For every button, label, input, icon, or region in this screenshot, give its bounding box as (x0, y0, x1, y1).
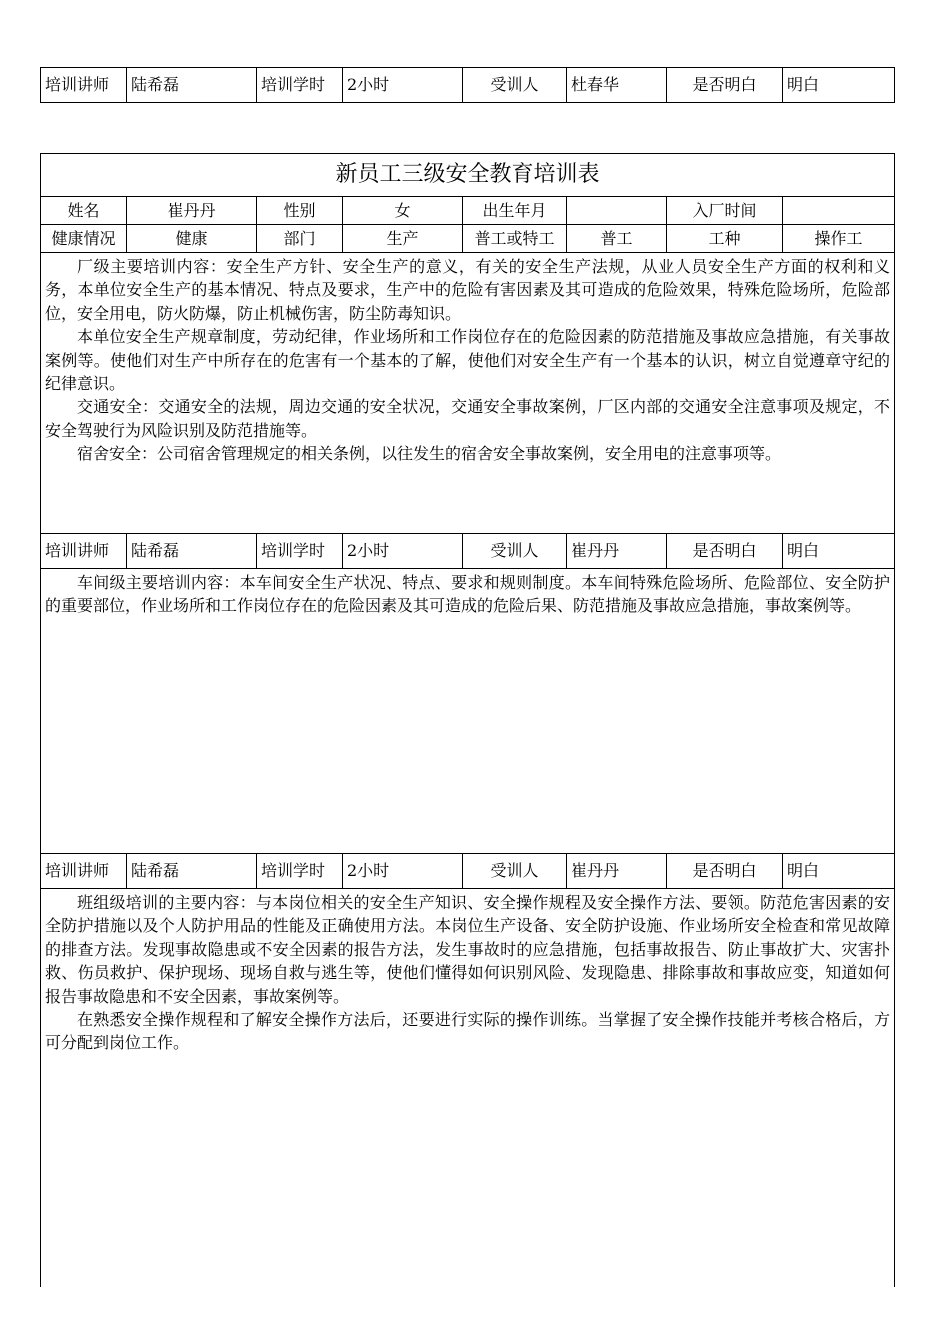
factory-paragraph: 宿舍安全：公司宿舍管理规定的相关条例，以往发生的宿舍安全事故案例，安全用电的注意事项等。 (77, 444, 782, 464)
job-label: 工种 (667, 225, 783, 253)
birth-value (567, 197, 667, 225)
trainer-value: 陆希磊 (127, 68, 257, 103)
name-value: 崔丹丹 (127, 197, 257, 225)
team-paragraph: 班组级培训的主要内容：与本岗位相关的安全生产知识、安全操作规程及安全操作方法、要领。防范危害因素的安全防护措施以及个人防护用品的性能及正确使用方法。本岗位生产设备、安全防护设施、作业场所安全检查和常见故障的排查方法。发现事故隐患或不安全因素的报告方法，发生事故时的应急措施，包括事故报告、防止事故扩大、灾害扑救、伤员救护、保护现场、现场自救与逃生等，使他们懂得如何识别风险、发现隐患、排除事故和事故应变，知道如何报告事故隐患和不安全因素，事故案例等。 (45, 893, 891, 1006)
dept-label: 部门 (257, 225, 343, 253)
gender-label: 性别 (257, 197, 343, 225)
birth-label: 出生年月 (463, 197, 567, 225)
factory-paragraph: 厂级主要培训内容：安全生产方针、安全生产的意义，有关的安全生产法规，从业人员安全生产方面的权利和义务，本单位安全生产的基本情况、特点及要求，生产中的危险有害因素及其可造成的危险效果，特殊危险场所，危险部位，安全用电，防火防爆，防止机械伤害，防尘防毒知识。 (45, 257, 891, 323)
team-level-content (41, 889, 895, 1288)
understood-label: 是否明白 (667, 854, 783, 889)
hours-label: 培训学时 (257, 534, 343, 569)
trainer-value: 陆希磊 (127, 854, 257, 889)
worker-type-value: 普工 (567, 225, 667, 253)
form-title: 新员工三级安全教育培训表 (41, 154, 895, 197)
trainee-label: 受训人 (463, 68, 567, 103)
health-label: 健康情况 (41, 225, 127, 253)
trainer-label: 培训讲师 (41, 854, 127, 889)
trainer-label: 培训讲师 (41, 534, 127, 569)
workshop-paragraph: 车间级主要培训内容：本车间安全生产状况、特点、要求和规则制度。本车间特殊危险场所、危险部位、安全防护的重要部位，作业场所和工作岗位存在的危险因素及其可造成的危险后果、防范措施及事故应急措施，事故案例等。 (45, 573, 891, 616)
hours-label: 培训学时 (257, 68, 343, 103)
understood-label: 是否明白 (667, 534, 783, 569)
previous-sign-table (40, 67, 895, 103)
factory-paragraph: 交通安全：交通安全的法规，周边交通的安全状况，交通安全事故案例，厂区内部的交通安全注意事项及规定，不安全驾驶行为风险识别及防范措施等。 (45, 397, 891, 440)
trainee-label: 受训人 (463, 534, 567, 569)
trainer-label: 培训讲师 (41, 68, 127, 103)
understood-label: 是否明白 (667, 68, 783, 103)
entry-label: 入厂时间 (667, 197, 783, 225)
gender-value: 女 (343, 197, 463, 225)
trainer-value: 陆希磊 (127, 534, 257, 569)
safety-training-form (40, 153, 895, 1287)
hours-label: 培训学时 (257, 854, 343, 889)
hours-value: 2小时 (343, 854, 463, 889)
trainee-value: 杜春华 (567, 68, 667, 103)
health-value: 健康 (127, 225, 257, 253)
factory-level-content (41, 253, 895, 534)
understood-value: 明白 (783, 68, 895, 103)
worker-type-label: 普工或特工 (463, 225, 567, 253)
trainee-label: 受训人 (463, 854, 567, 889)
trainee-value: 崔丹丹 (567, 534, 667, 569)
name-label: 姓名 (41, 197, 127, 225)
understood-value: 明白 (783, 534, 895, 569)
workshop-level-content (41, 569, 895, 854)
team-paragraph: 在熟悉安全操作规程和了解安全操作方法后，还要进行实际的操作训练。当掌握了安全操作技能并考核合格后，方可分配到岗位工作。 (45, 1010, 891, 1053)
understood-value: 明白 (783, 854, 895, 889)
trainee-value: 崔丹丹 (567, 854, 667, 889)
entry-value (783, 197, 895, 225)
hours-value: 2小时 (343, 534, 463, 569)
hours-value: 2小时 (343, 68, 463, 103)
factory-paragraph: 本单位安全生产规章制度，劳动纪律，作业场所和工作岗位存在的危险因素的防范措施及事故应急措施，有关事故案例等。使他们对生产中所存在的危害有一个基本的了解，使他们对安全生产有一个基本的认识，树立自觉遵章守纪的纪律意识。 (45, 327, 891, 394)
dept-value: 生产 (343, 225, 463, 253)
job-value: 操作工 (783, 225, 895, 253)
